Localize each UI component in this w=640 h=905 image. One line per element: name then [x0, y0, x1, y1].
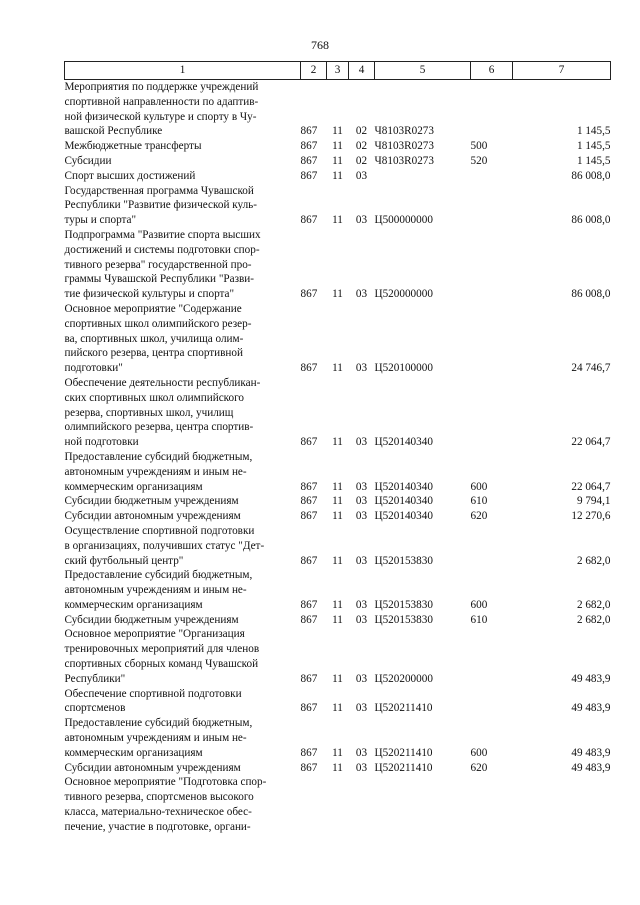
- row-name: [65, 568, 301, 612]
- row-subsection-code: 02: [355, 140, 368, 153]
- row-grbs-code: 867: [300, 510, 318, 523]
- row-grbs-code: 867: [300, 495, 318, 508]
- row-target-article: Ц520140340: [374, 436, 433, 449]
- row-name: [65, 302, 301, 376]
- row-grbs-code: 867: [300, 214, 318, 227]
- row-target-article: Ч8103R0273: [374, 125, 434, 138]
- row-subsection-code: 03: [355, 746, 368, 759]
- row-name-line: резерва, спортивных школ, училищ: [64, 406, 234, 419]
- row-name-line: коммерческим организациям: [64, 598, 203, 611]
- row-target-article: Ц520100000: [374, 362, 433, 375]
- row-amount: 1 145,5: [576, 140, 611, 153]
- row-section-code: 11: [332, 510, 343, 523]
- row-name-line: ва, спортивных школ, училища олим-: [64, 332, 244, 345]
- row-name-line: Субсидии: [64, 154, 112, 167]
- row-name-line: автономным учреждениям и иным не-: [64, 465, 247, 478]
- row-name: [65, 228, 301, 302]
- row-name-line: Предоставление субсидий бюджетным,: [64, 450, 253, 463]
- row-expense-type: [471, 524, 513, 568]
- row-subsection-code: 03: [355, 169, 368, 182]
- row-expense-type: 520: [470, 154, 488, 167]
- row-subsection-code: 03: [355, 288, 368, 301]
- row-amount: 22 064,7: [571, 436, 611, 449]
- row-target-article: Ц520153830: [374, 598, 433, 611]
- row-amount: 86 008,0: [571, 288, 611, 301]
- row-amount: 86 008,0: [571, 169, 611, 182]
- row-name-line: Основное мероприятие "Подготовка спор-: [64, 776, 267, 789]
- row-grbs-code: 867: [300, 672, 318, 685]
- table-row: [65, 139, 611, 154]
- row-grbs-code: 867: [300, 761, 318, 774]
- row-section-code: 11: [332, 672, 343, 685]
- row-name-line: пийского резерва, центра спортивной: [64, 347, 243, 360]
- row-amount: 2 682,0: [576, 613, 611, 626]
- row-name: [65, 139, 301, 154]
- row-expense-type: [471, 775, 513, 834]
- row-amount: 49 483,9: [571, 702, 611, 715]
- row-subsection-code: [349, 775, 375, 834]
- row-amount: 49 483,9: [571, 761, 611, 774]
- row-expense-type: [471, 80, 513, 140]
- row-amount: 22 064,7: [571, 480, 611, 493]
- row-grbs-code: 867: [300, 746, 318, 759]
- table-row: [65, 169, 611, 184]
- row-amount: 24 746,7: [571, 362, 611, 375]
- row-grbs-code: 867: [300, 140, 318, 153]
- budget-table: [64, 61, 611, 835]
- row-expense-type: 610: [470, 495, 488, 508]
- row-section-code: 11: [332, 746, 343, 759]
- row-name: [65, 154, 301, 169]
- row-grbs-code: 867: [300, 125, 318, 138]
- row-section-code: 11: [332, 436, 343, 449]
- table-header: [65, 62, 611, 80]
- row-target-article: Ц520140340: [374, 480, 433, 493]
- row-name-line: Основное мероприятие "Организация: [64, 628, 245, 641]
- table-row: [65, 228, 611, 302]
- row-section-code: 11: [332, 140, 343, 153]
- row-target-article: Ц520200000: [374, 672, 433, 685]
- row-name-line: Республики": [64, 672, 126, 685]
- table-row: [65, 376, 611, 450]
- row-name: [65, 627, 301, 686]
- row-expense-type: 620: [470, 510, 488, 523]
- row-name-line: Подпрограмма "Развитие спорта высших: [64, 228, 261, 241]
- row-name-line: тренировочных мероприятий для членов: [64, 643, 260, 656]
- row-grbs-code: 867: [300, 613, 318, 626]
- row-section-code: 11: [332, 125, 343, 138]
- table-row: [65, 524, 611, 568]
- row-target-article: Ц520211410: [374, 702, 433, 715]
- row-expense-type: [471, 169, 513, 184]
- row-section-code: 11: [332, 480, 343, 493]
- row-target-article: Ч8103R0273: [374, 154, 434, 167]
- row-name: [65, 450, 301, 494]
- row-expense-type: [471, 687, 513, 717]
- row-expense-type: 620: [470, 761, 488, 774]
- row-name-line: Государственная программа Чувашской: [64, 184, 254, 197]
- row-grbs-code: 867: [300, 598, 318, 611]
- row-amount: 9 794,1: [576, 495, 611, 508]
- table-row: [65, 568, 611, 612]
- row-name-line: Основное мероприятие "Содержание: [64, 302, 242, 315]
- row-target-article: Ц500000000: [374, 214, 433, 227]
- row-name-line: олимпийского резерва, центра спортив-: [64, 421, 254, 434]
- row-name: [65, 687, 301, 717]
- row-name: [65, 716, 301, 760]
- row-subsection-code: 03: [355, 598, 368, 611]
- row-expense-type: [471, 376, 513, 450]
- table-row: [65, 302, 611, 376]
- row-section-code: 11: [332, 288, 343, 301]
- row-name-line: Спорт высших достижений: [64, 169, 196, 182]
- row-target-article: Ц520140340: [374, 495, 433, 508]
- table-row: [65, 154, 611, 169]
- row-name-line: Субсидии автономным учреждениям: [64, 761, 241, 774]
- row-target-article: Ц520000000: [374, 288, 433, 301]
- row-name-line: тивного резерва, спортсменов высокого: [64, 791, 254, 804]
- column-header-pr: 4: [349, 62, 375, 80]
- row-expense-type: [471, 184, 513, 228]
- table-row: [65, 687, 611, 717]
- row-target-article: Ц520153830: [374, 554, 433, 567]
- row-name-line: Субсидии автономным учреждениям: [64, 510, 241, 523]
- row-grbs-code: 867: [300, 154, 318, 167]
- row-grbs-code: 867: [300, 288, 318, 301]
- row-name-line: Предоставление субсидий бюджетным,: [64, 717, 253, 730]
- row-section-code: 11: [332, 613, 343, 626]
- row-subsection-code: 03: [355, 613, 368, 626]
- row-name: [65, 524, 301, 568]
- table-row: [65, 450, 611, 494]
- row-name-line: печение, участие в подготовке, органи-: [64, 820, 251, 833]
- row-subsection-code: 03: [355, 761, 368, 774]
- row-name: [65, 494, 301, 509]
- row-target-article: [375, 775, 471, 834]
- row-subsection-code: 03: [355, 510, 368, 523]
- row-section-code: 11: [332, 702, 343, 715]
- row-subsection-code: 03: [355, 672, 368, 685]
- row-section-code: [327, 775, 349, 834]
- table-row: [65, 775, 611, 834]
- row-expense-type: 610: [470, 613, 488, 626]
- row-grbs-code: 867: [300, 480, 318, 493]
- column-header-sum: 7: [513, 62, 611, 80]
- row-target-article: Ц520211410: [374, 746, 433, 759]
- row-grbs-code: 867: [300, 436, 318, 449]
- column-header-vr: 6: [471, 62, 513, 80]
- column-header-name: 1: [65, 62, 301, 80]
- row-name-line: вашской Республике: [64, 125, 163, 138]
- row-subsection-code: 03: [355, 362, 368, 375]
- row-amount: 1 145,5: [576, 154, 611, 167]
- row-name: [65, 80, 301, 140]
- row-expense-type: 500: [470, 140, 488, 153]
- table-row: [65, 613, 611, 628]
- row-name: [65, 775, 301, 834]
- row-name-line: туры и спорта": [64, 214, 137, 227]
- row-expense-type: 600: [470, 480, 488, 493]
- row-name-line: автономным учреждениям и иным не-: [64, 732, 247, 745]
- row-amount: 2 682,0: [576, 554, 611, 567]
- page-number: 768: [311, 38, 329, 52]
- row-name-line: автономным учреждениям и иным не-: [64, 584, 247, 597]
- row-name-line: граммы Чувашской Республики "Разви-: [64, 273, 254, 286]
- row-amount: 2 682,0: [576, 598, 611, 611]
- row-subsection-code: 03: [355, 495, 368, 508]
- row-name: [65, 761, 301, 776]
- row-name-line: Обеспечение спортивной подготовки: [64, 687, 242, 700]
- row-name-line: ной физической культуре и спорту в Чу-: [64, 110, 257, 123]
- row-section-code: 11: [332, 169, 343, 182]
- row-name-line: достижений и системы подготовки спор-: [64, 243, 260, 256]
- row-subsection-code: 02: [355, 154, 368, 167]
- row-name-line: коммерческим организациям: [64, 480, 203, 493]
- row-subsection-code: 03: [355, 436, 368, 449]
- row-expense-type: [471, 302, 513, 376]
- row-target-article: Ч8103R0273: [374, 140, 434, 153]
- row-grbs-code: 867: [300, 362, 318, 375]
- row-amount: 1 145,5: [576, 125, 611, 138]
- row-section-code: 11: [332, 362, 343, 375]
- table-row: [65, 716, 611, 760]
- row-name-line: спортивной направленности по адаптив-: [64, 95, 259, 108]
- row-name-line: коммерческим организациям: [64, 746, 203, 759]
- table-row: [65, 761, 611, 776]
- row-subsection-code: 02: [355, 125, 368, 138]
- row-name-line: спортивных сборных команд Чувашской: [64, 658, 259, 671]
- row-subsection-code: 03: [355, 480, 368, 493]
- row-name-line: ский футбольный центр": [64, 554, 184, 567]
- row-amount: [513, 775, 611, 834]
- row-name-line: класса, материально-техническое обес-: [64, 806, 252, 819]
- row-name-line: тивного резерва" государственной про-: [64, 258, 252, 271]
- row-grbs-code: 867: [300, 702, 318, 715]
- row-name-line: Обеспечение деятельности республикан-: [64, 376, 261, 389]
- row-name: [65, 613, 301, 628]
- row-name-line: Межбюджетные трансферты: [64, 140, 202, 153]
- row-name-line: спортсменов: [64, 702, 126, 715]
- row-name-line: спортивных школ олимпийского резер-: [64, 317, 252, 330]
- row-target-article: Ц520211410: [374, 761, 433, 774]
- row-grbs-code: [301, 775, 327, 834]
- table-body: [65, 80, 611, 835]
- row-target-article: Ц520153830: [374, 613, 433, 626]
- row-grbs-code: 867: [300, 169, 318, 182]
- row-amount: 49 483,9: [571, 672, 611, 685]
- row-section-code: 11: [332, 554, 343, 567]
- row-name-line: ной подготовки: [64, 436, 139, 449]
- row-subsection-code: 03: [355, 554, 368, 567]
- row-section-code: 11: [332, 761, 343, 774]
- column-header-csr: 5: [375, 62, 471, 80]
- column-header-rz: 3: [327, 62, 349, 80]
- row-amount: 12 270,6: [571, 510, 611, 523]
- row-name-line: Субсидии бюджетным учреждениям: [64, 495, 239, 508]
- row-grbs-code: 867: [300, 554, 318, 567]
- row-name-line: Мероприятия по поддержке учреждений: [64, 81, 259, 93]
- row-name-line: Субсидии бюджетным учреждениям: [64, 613, 239, 626]
- row-name-line: тие физической культуры и спорта": [64, 288, 235, 301]
- row-section-code: 11: [332, 598, 343, 611]
- row-name: [65, 376, 301, 450]
- row-expense-type: [471, 627, 513, 686]
- table-row: [65, 494, 611, 509]
- row-name-line: подготовки": [64, 362, 123, 375]
- row-name: [65, 509, 301, 524]
- table-row: [65, 80, 611, 140]
- row-expense-type: [471, 228, 513, 302]
- row-amount: 86 008,0: [571, 214, 611, 227]
- row-target-article: Ц520140340: [374, 510, 433, 523]
- row-amount: 49 483,9: [571, 746, 611, 759]
- row-section-code: 11: [332, 154, 343, 167]
- row-name-line: ских спортивных школ олимпийского: [64, 391, 245, 404]
- row-subsection-code: 03: [355, 702, 368, 715]
- row-name-line: Осуществление спортивной подготовки: [64, 524, 255, 537]
- row-target-article: [375, 169, 471, 184]
- row-section-code: 11: [332, 214, 343, 227]
- row-name: [65, 169, 301, 184]
- row-subsection-code: 03: [355, 214, 368, 227]
- table-row: [65, 627, 611, 686]
- row-name-line: Республики "Развитие физической куль-: [64, 199, 258, 212]
- table-row: [65, 509, 611, 524]
- table-row: [65, 184, 611, 228]
- row-expense-type: 600: [470, 746, 488, 759]
- column-header-grbs: 2: [301, 62, 327, 80]
- row-name-line: Предоставление субсидий бюджетным,: [64, 569, 253, 582]
- row-expense-type: 600: [470, 598, 488, 611]
- row-section-code: 11: [332, 495, 343, 508]
- row-name: [65, 184, 301, 228]
- row-name-line: в организациях, получивших статус "Дет-: [64, 539, 265, 552]
